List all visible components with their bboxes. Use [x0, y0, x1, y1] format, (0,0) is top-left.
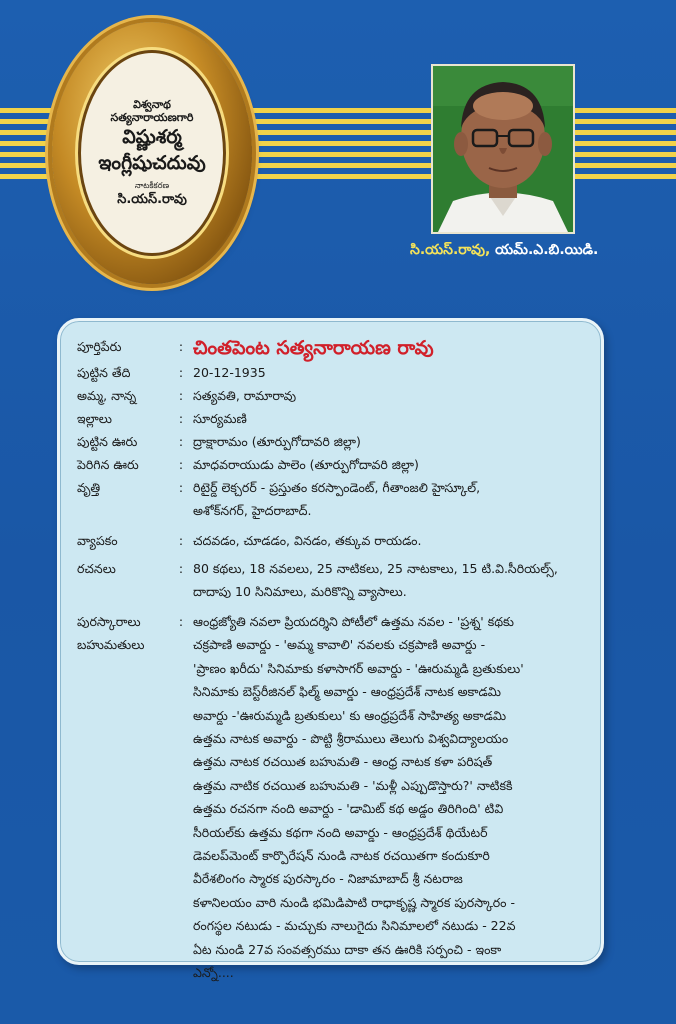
profession-line: రిటైర్డ్ లెక్చరర్ - ప్రస్తుతం కరస్పాండెంట్, గీతాంజలి హైస్కూల్, — [193, 480, 481, 495]
author-name: సి.యస్.రావు, — [410, 242, 491, 258]
raised-place: మాధవరాయుడు పాలెం (తూర్పుగోదావరి జిల్లా) — [193, 457, 419, 472]
label-awards — [77, 610, 169, 985]
label-raised: పెరిగిన ఊరు — [77, 457, 139, 472]
frame-line5: నాటకీకరణ — [134, 181, 170, 190]
label-spouse: ఇల్లాలు — [77, 411, 112, 426]
works-line: 80 కథలు, 18 నవలలు, 25 నాటికలు, 25 నాటకాలు, 15 టి.వి.సీరియల్స్, — [193, 561, 558, 576]
awards — [193, 610, 592, 985]
awards-line: 'ప్రాణం ఖరీదు' సినిమాకు కళాసాగర్ అవార్డు - 'ఊరుమ్మడి బ్రతుకులు' — [193, 660, 524, 676]
spouse: సూర్యమణి — [193, 411, 247, 426]
row-full-name: పూర్తిపేరు : చింతపెంట సత్యనారాయణ రావు — [77, 335, 592, 361]
awards-line: వీరేశలింగం స్మారక పురస్కారం - నిజామాబాద్ శ్రీ నటరాజ — [193, 871, 463, 887]
frame-line1: విశ్వనాథ — [133, 98, 171, 111]
awards-line: అవార్డు -'ఊరుమ్మడి బ్రతుకులు' కు ఆంధ్రప్రదేశ్ సాహిత్య అకాడమి — [193, 707, 507, 723]
author-caption — [410, 242, 640, 261]
parents: సత్యవతి, రామారావు — [193, 388, 297, 403]
row-raised: పెరిగిన ఊరు : మాధవరాయుడు పాలెం (తూర్పుగోదావరి జిల్లా) — [77, 453, 592, 476]
awards-line: ఆంధ్రజ్యోతి నవలా ప్రియదర్శిని పోటీలో ఉత్తమ నవల - 'ప్రశ్న' కథకు — [193, 614, 514, 629]
awards-line: డెవలప్‌మెంట్ కార్పొరేషన్ నుండి నాటక రచయితగా కందుకూరి — [193, 848, 490, 864]
awards-line: రంగస్థల నటుడు - మచ్చుకు నాలుగైదు సినిమాలలో నటుడు - 22వ — [193, 918, 516, 934]
author-photo — [431, 64, 575, 234]
author-degree: యమ్.ఎ.బి.యిడి. — [490, 242, 599, 258]
awards-line: కళానిలయం వారి నుండి భమిడిపాటి రాధాకృష్ణ స్మారక పురస్కారం - — [193, 894, 515, 910]
label-hobby: వ్యాపకం — [77, 533, 118, 548]
label-birth-date: పుట్టిన తేది — [77, 365, 131, 380]
ornate-oval-frame — [52, 22, 252, 284]
frame-line2: సత్యనారాయణగారి — [110, 111, 194, 124]
row-spouse: ఇల్లాలు : సూర్యమణి — [77, 407, 592, 430]
awards-line: ఉత్తమ నాటక రచయిత బహుమతి - ఆంధ్ర నాటక కళా పరిషత్ — [193, 754, 493, 770]
works-line: దాదాపు 10 సినిమాలు, మరికొన్ని వ్యాసాలు. — [193, 584, 407, 599]
awards-line: ఏట నుండి 27వ సంవత్సరము దాకా తన ఊరికి సర్పంచి - ఇంకా — [193, 941, 502, 957]
birth-date: 20-12-1935 — [193, 365, 266, 380]
birthplace: ద్రాక్షారామం (తూర్పుగోదావరి జిల్లా) — [193, 434, 361, 449]
full-name: చింతపెంట సత్యనారాయణ రావు — [193, 337, 434, 359]
book-title-line1: విష్ణుశర్మ — [122, 126, 182, 148]
label-full-name: పూర్తిపేరు — [77, 339, 122, 354]
book-title-line2: ఇంగ్లీషుచదువు — [98, 152, 206, 174]
awards-line: ఉత్తమ నాటక అవార్డు - పొట్టి శ్రీరాములు తెలుగు విశ్వవిద్యాలయం — [193, 731, 509, 747]
label-awards-line2: బహుమతులు — [77, 637, 145, 652]
label-works: రచనలు — [77, 561, 116, 576]
label-parents: అమ్మ, నాన్న — [77, 388, 137, 403]
awards-line: సీరియల్‌కు ఉత్తమ కథగా నంది అవార్డు - ఆంధ్రప్రదేశ్ థియేటర్ — [193, 824, 488, 840]
label-birthplace: పుట్టిన ఊరు — [77, 434, 138, 449]
frame-author: సి.యస్.రావు — [117, 192, 187, 207]
row-birth-date: పుట్టిన తేది : 20-12-1935 — [77, 361, 592, 384]
row-birthplace: పుట్టిన ఊరు : ద్రాక్షారామం (తూర్పుగోదావరి జిల్లా) — [77, 430, 592, 453]
awards-line: చక్రపాణి అవార్డు - 'అమ్మ కావాలి' నవలకు చక్రపాణి అవార్డు - — [193, 637, 486, 653]
profession — [193, 476, 592, 522]
label-awards-line1: పురస్కారాలు — [77, 614, 141, 629]
awards-line: ఉత్తమ నాటిక రచయిత బహుమతి - 'మళ్లీ ఎప్పుడొస్తారు?' నాటికకి — [193, 777, 513, 793]
row-parents: అమ్మ, నాన్న : సత్యవతి, రామారావు — [77, 384, 592, 407]
awards-line: సినిమాకు బెస్ట్‌రీజినల్ ఫిల్మ్ అవార్డు - ఆంధ్రప్రదేశ్ నాటక అకాడమి — [193, 684, 501, 700]
works — [193, 557, 592, 603]
row-hobby: వ్యాపకం : చదవడం, చూడడం, వినడం, తక్కువ రాయడం. — [77, 529, 592, 552]
row-works: రచనలు : 80 కథలు, 18 నవలలు, 25 నాటికలు, 25 నాటకాలు, 15 టి.వి.సీరియల్స్, దాదాపు 10 సినిమాలు, మరికొన్ని వ్యాసాలు. — [77, 557, 592, 603]
row-profession: వృత్తి : రిటైర్డ్ లెక్చరర్ - ప్రస్తుతం కరస్పాండెంట్, గీతాంజలి హైస్కూల్, అశోక్‌నగర్, హైదరాబాద్. — [77, 476, 592, 522]
hobby: చదవడం, చూడడం, వినడం, తక్కువ రాయడం. — [193, 533, 422, 548]
book-title-plate — [78, 50, 226, 256]
awards-line: ఎన్నో.... — [193, 965, 234, 981]
awards-line: ఉత్తమ రచనగా నంది అవార్డు - 'డామిట్ కథ అడ్డం తిరిగింది' టివి — [193, 801, 504, 817]
row-awards: పురస్కారాలు బహుమతులు : ఆంధ్రజ్యోతి నవలా ప్రియదర్శిని పోటీలో ఉత్తమ నవల - 'ప్రశ్న' కథకు చక్రపాణి అవార్డు - 'అమ్మ కావాలి' నవలకు చక్రపాణి అవార్డు - 'ప్రాణం ఖరీదు' సినిమాకు కళాసాగర్ అవార్డు - 'ఊరుమ్మడి బ్రతుకులు' సినిమాకు బెస్ట్‌రీజినల్ ఫిల్మ్ అవార్డు - ఆంధ్రప్రదేశ్ నాటక అకాడమి అవార్డు -'ఊరుమ్మడి బ్రతుకులు' కు ఆంధ్రప్రదేశ్ సాహిత్య అకాడమి ఉత్తమ నాటక అవార్డు - పొట్టి శ్రీరాములు తెలుగు విశ్వవిద్యాలయం ఉత్తమ నాటక రచయిత బహుమతి - ఆంధ్ర నాటక కళా పరిషత్ ఉత్తమ నాటిక రచయిత బహుమతి - 'మళ్లీ ఎప్పుడొస్తారు?' నాటికకి ఉత్తమ రచనగా నంది అవార్డు - 'డామిట్ కథ అడ్డం తిరిగింది' టివి సీరియల్‌కు ఉత్తమ కథగా నంది అవార్డు - ఆంధ్రప్రదేశ్ థియేటర్ డెవలప్‌మెంట్ కార్పొరేషన్ నుండి నాటక రచయితగా కందుకూరి వీరేశలింగం స్మారక పురస్కారం - నిజామాబాద్ శ్రీ నటరాజ కళానిలయం వారి నుండి భమిడిపాటి రాధాకృష్ణ స్మారక పురస్కారం - రంగస్థల నటుడు - మచ్చుకు నాలుగైదు సినిమాలలో నటుడు - 22వ ఏట నుండి 27వ సంవత్సరము దాకా తన ఊరికి సర్పంచి - ఇంకా ఎన్నో.... — [77, 610, 592, 985]
label-profession: వృత్తి — [77, 480, 101, 495]
biography-panel — [57, 318, 604, 981]
profession-line: అశోక్‌నగర్, హైదరాబాద్. — [193, 503, 312, 518]
